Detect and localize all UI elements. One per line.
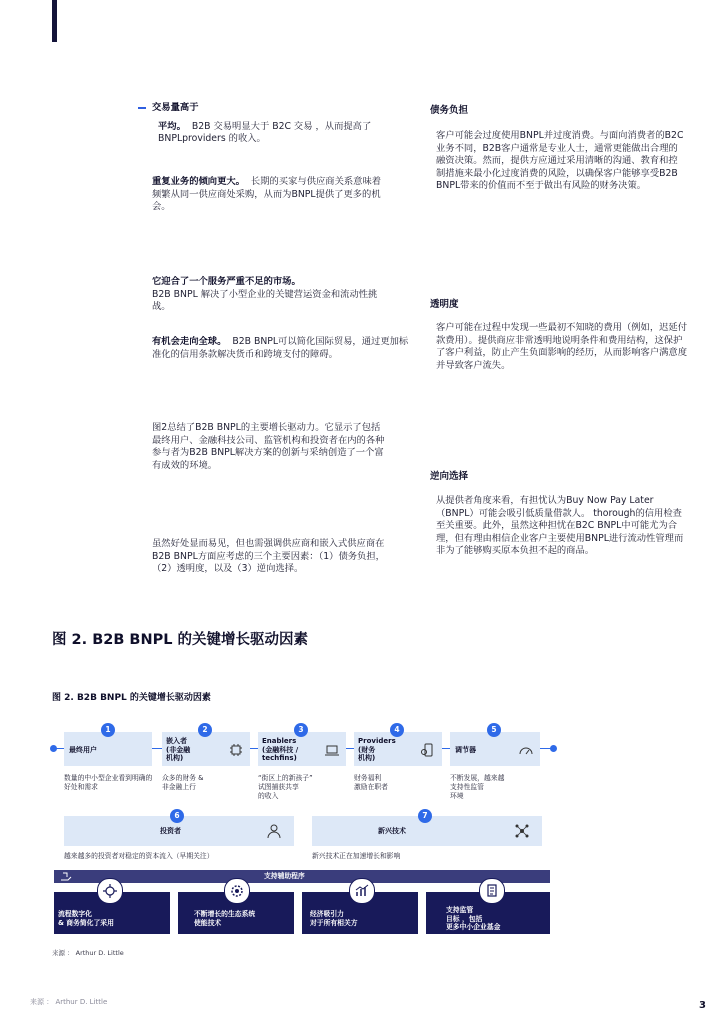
para4-body: B2B BNPL可以简化国际贸易，通过更加标准化的信用条款解决货币和跨境支付的障碍。 [152, 336, 409, 360]
flow-end-dot [550, 745, 557, 752]
stage-desc-1: 数量的中小型企业看到明确的好处和需求 [64, 774, 153, 791]
top-accent-bar [52, 0, 57, 42]
stage-number-3: 3 [294, 723, 308, 737]
para3-body: B2B BNPL 解决了小型企业的关键营运资金和流动性挑战。 [152, 288, 378, 313]
figure-subtitle: 图 2. B2B BNPL 的关键增长驱动因素 [52, 693, 211, 703]
chip-icon [228, 742, 244, 758]
stage-label-4: Providers (财务 机构) [358, 737, 396, 762]
left-para-6: 虽然好处显而易见，但也需强调供应商和嵌入式供应商在B2B BNPL方面应考虑的三个主要因素：（1）债务负担，（2）透明度，以及（3）逆向选择。 [152, 538, 385, 575]
stage-number-4: 4 [390, 723, 404, 737]
left-para-2 [152, 176, 382, 214]
stage-number-2: 2 [198, 723, 212, 737]
bullet-dash [138, 107, 146, 109]
mobile-payment-icon [420, 742, 436, 758]
stage-desc-3: “街区上的新孩子” 试图捕获共享 的收入 [258, 774, 313, 800]
stage-label-3: Enablers (金融科技 / techfins) [262, 737, 299, 762]
network-icon [514, 823, 530, 839]
stage-desc-2: 众多的财务 & 非金融上行 [162, 774, 204, 791]
left-para-5: 图2总结了B2B BNPL的主要增长驱动力。它显示了包括最终用户、金融科技公司、监管机构和投资者在内的各种参与者为B2B BNPL解决方案的创新与采纳创造了一个富有成效的环境。 [152, 422, 385, 471]
stage-desc-5: 不断发展，越来越 支持性监管 环境 [450, 774, 505, 800]
emerging-tech-desc: 新兴技术正在加速增长和影响 [312, 852, 401, 860]
stage-box-end-users [64, 732, 152, 766]
stage-number-1: 1 [101, 723, 115, 737]
gauge-icon [518, 742, 534, 758]
footer-source: 来源 ： Arthur D. Little [30, 998, 108, 1006]
para1-heading: 交易量高于 [152, 102, 199, 113]
debt-burden-body: 客户可能会过度使用BNPL并过度消费。与面向消费者的B2C业务不同，B2B客户通常是专业人士，通常更能做出合理的融资决策。然而，提供方应通过采用清晰的沟通、教育和控制措施来最小化过度消费的风险，以确保客户能够享受B2B BNPL带来的价值而不至于做出有风险的财务决策。 [436, 130, 684, 192]
support-item-4-label: 支持监管 目标 ，包括 更多中小企业基金 [446, 906, 501, 931]
stage-label-1: 最终用户 [69, 746, 97, 754]
stage-box-embedders [162, 732, 250, 766]
figure-title: 图 2. B2B BNPL 的关键增长驱动因素 [52, 632, 309, 648]
stage-box-regulators [450, 732, 540, 766]
support-item-3-label: 经济吸引力 对于所有相关方 [310, 910, 358, 927]
stage-label-2: 嵌入者 (非金融 机构) [166, 737, 191, 762]
stage-box-enablers [258, 732, 346, 766]
support-title: 支持辅助程序 [264, 872, 305, 880]
debt-burden-heading: 债务负担 [430, 105, 469, 116]
para1-bold: 平均。 [158, 120, 186, 132]
para2-heading: 重复业务的倾向更大。 [152, 176, 245, 187]
ecosystem-gear-icon [224, 878, 250, 904]
investor-person-icon [266, 823, 282, 839]
stage-number-7: 7 [418, 809, 432, 823]
digitization-icon [97, 878, 123, 904]
stage-box-providers [354, 732, 442, 766]
emerging-tech-label: 新兴技术 [378, 827, 406, 835]
para2-body: 长期的买家与供应商关系意味着频繁从同一供应商处采购，从而为BNPL提供了更多的机会。 [152, 176, 382, 213]
economic-chart-icon [349, 878, 375, 904]
page-number: 3 [699, 1000, 706, 1011]
regulation-document-icon [479, 878, 505, 904]
para3-heading: 它迎合了一个服务严重不足的市场。 [152, 276, 301, 287]
laptop-icon [324, 742, 340, 758]
para4-heading: 有机会走向全球。 [152, 336, 227, 347]
investors-label: 投资者 [160, 827, 181, 835]
adverse-selection-body: 从提供者角度来看，有担忧认为Buy Now Pay Later（BNPL）可能会吸引低质量借款人。 thorough的信用检查至关重要。此外，虽然这种担忧在B2C BNPL中可能尤为合理，但有理由相信企业客户主要使用BNPL进行流动性管理而非为了能够购买原本负担不起的商品。 [436, 495, 684, 557]
investors-desc: 越来越多的投资者对稳定的资本流入（早期关注） [64, 852, 214, 860]
flow-start-dot [50, 745, 57, 752]
stage-label-5: 调节器 [455, 746, 476, 754]
support-item-2-label: 不断增长的生态系统 使能技术 [194, 910, 256, 927]
transparency-heading: 透明度 [430, 299, 459, 310]
left-para-3 [152, 276, 392, 314]
left-para-1 [148, 102, 398, 146]
para1-body: B2B 交易明显大于 B2C 交易 ，从而提高了 BNPLproviders 的收入。 [158, 120, 372, 145]
stage-desc-4: 财务福利 激励在职者 [354, 774, 388, 791]
figure-source: 来源 ： Arthur D. Little [52, 949, 124, 957]
adverse-selection-heading: 逆向选择 [430, 471, 469, 482]
transparency-body: 客户可能在过程中发现一些最初不知晓的费用（例如，迟延付款费用）。提供商应非常透明地说明条件和费用结构，这保护了客户利益，防止产生负面影响的经历，从而影响客户满意度并导致客户流失。 [436, 322, 688, 371]
stage-number-5: 5 [487, 723, 501, 737]
support-title-bar [54, 870, 550, 883]
support-hand-icon [59, 870, 73, 883]
left-para-4 [152, 336, 410, 361]
stage-number-6: 6 [170, 809, 184, 823]
support-item-1-label: 流程数字化 & 商务简化了采用 [58, 910, 114, 927]
